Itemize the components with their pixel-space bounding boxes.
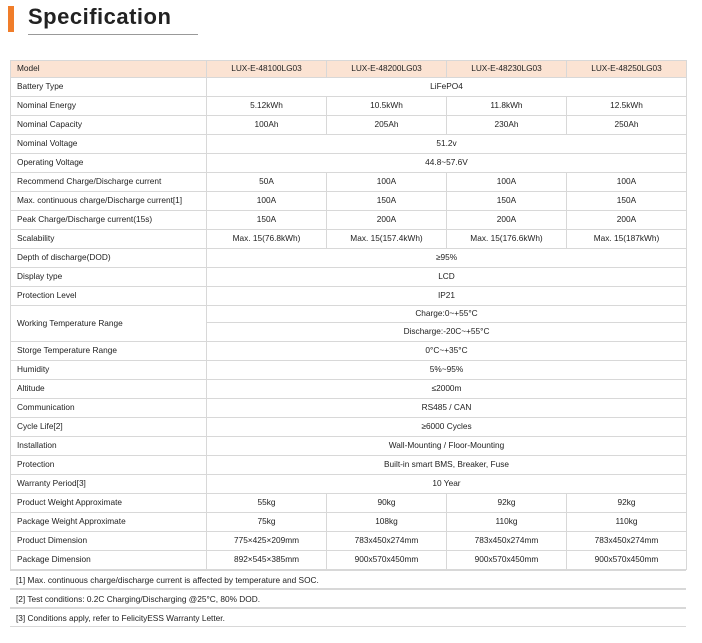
value-cell: ≤2000m xyxy=(207,380,687,399)
table-row xyxy=(11,135,687,154)
value-cell: 892×545×385mm xyxy=(207,551,327,570)
value-cell: 150A xyxy=(447,192,567,211)
value-cell: Max. 15(176.6kWh) xyxy=(447,230,567,249)
value-cell: 10.5kWh xyxy=(327,97,447,116)
footnote: [3] Conditions apply, refer to FelicityESS Warranty Letter. xyxy=(10,608,686,627)
value-cell: 100A xyxy=(207,192,327,211)
header-label-cell: Model xyxy=(11,61,207,78)
value-cell: Max. 15(187kWh) xyxy=(567,230,687,249)
value-cell: 783x450x274mm xyxy=(447,532,567,551)
value-cell: 775×425×209mm xyxy=(207,532,327,551)
heading-accent-bar xyxy=(8,6,14,32)
row-label-cell: Nominal Voltage xyxy=(11,135,207,154)
page-title: Specification xyxy=(28,4,172,29)
value-cell: 200A xyxy=(567,211,687,230)
value-cell: 11.8kWh xyxy=(447,97,567,116)
value-cell: Max. 15(76.8kWh) xyxy=(207,230,327,249)
table-row xyxy=(11,418,687,437)
model-header-cell: LUX-E-48250LG03 xyxy=(567,61,687,78)
value-cell: 110kg xyxy=(567,513,687,532)
value-cell: 150A xyxy=(327,192,447,211)
table-row xyxy=(11,97,687,116)
table-row xyxy=(11,513,687,532)
table-row xyxy=(11,475,687,494)
value-cell: 230Ah xyxy=(447,116,567,135)
row-label-cell: Working Temperature Range xyxy=(11,306,207,342)
table-row xyxy=(11,380,687,399)
model-header-cell: LUX-E-48230LG03 xyxy=(447,61,567,78)
value-cell: 44.8~57.6V xyxy=(207,154,687,173)
row-label-cell: Protection Level xyxy=(11,287,207,306)
row-label-cell: Operating Voltage xyxy=(11,154,207,173)
model-header-cell: LUX-E-48200LG03 xyxy=(327,61,447,78)
value-cell: 108kg xyxy=(327,513,447,532)
table-row xyxy=(11,249,687,268)
row-label-cell: Cycle Life[2] xyxy=(11,418,207,437)
value-cell: 100A xyxy=(327,173,447,192)
table-row xyxy=(11,211,687,230)
table-row xyxy=(11,287,687,306)
value-cell: 900x570x450mm xyxy=(327,551,447,570)
value-cell: 0°C~+35°C xyxy=(207,342,687,361)
row-label-cell: Depth of discharge(DOD) xyxy=(11,249,207,268)
row-label-cell: Scalability xyxy=(11,230,207,249)
value-cell: 100Ah xyxy=(207,116,327,135)
row-label-cell: Protection xyxy=(11,456,207,475)
heading-underline xyxy=(28,34,198,35)
value-cell: 110kg xyxy=(447,513,567,532)
value-cell: 75kg xyxy=(207,513,327,532)
value-cell: Built-in smart BMS, Breaker, Fuse xyxy=(207,456,687,475)
row-label-cell: Product Dimension xyxy=(11,532,207,551)
table-row xyxy=(11,342,687,361)
footnote: [2] Test conditions: 0.2C Charging/Discharging @25°C, 80% DOD. xyxy=(10,589,686,608)
row-label-cell: Display type xyxy=(11,268,207,287)
value-cell: Wall-Mounting / Floor-Mounting xyxy=(207,437,687,456)
section-heading xyxy=(8,6,190,32)
table-row xyxy=(11,361,687,380)
table-row xyxy=(11,116,687,135)
value-cell: 900x570x450mm xyxy=(567,551,687,570)
table-row xyxy=(11,192,687,211)
row-label-cell: Peak Charge/Discharge current(15s) xyxy=(11,211,207,230)
table-row xyxy=(11,306,687,323)
value-cell: ≥95% xyxy=(207,249,687,268)
value-cell: 100A xyxy=(567,173,687,192)
row-label-cell: Recommend Charge/Discharge current xyxy=(11,173,207,192)
value-cell: LCD xyxy=(207,268,687,287)
specification-table xyxy=(10,60,687,570)
value-cell: IP21 xyxy=(207,287,687,306)
value-cell: 783x450x274mm xyxy=(327,532,447,551)
value-cell: RS485 / CAN xyxy=(207,399,687,418)
row-label-cell: Product Weight Approximate xyxy=(11,494,207,513)
table-header-row xyxy=(11,61,687,78)
row-label-cell: Storge Temperature Range xyxy=(11,342,207,361)
value-cell: 55kg xyxy=(207,494,327,513)
value-cell: 150A xyxy=(207,211,327,230)
value-cell: 51.2v xyxy=(207,135,687,154)
table-row xyxy=(11,551,687,570)
table-row xyxy=(11,399,687,418)
value-cell: 50A xyxy=(207,173,327,192)
table-row xyxy=(11,154,687,173)
value-cell: 90kg xyxy=(327,494,447,513)
footnote: [1] Max. continuous charge/discharge current is affected by temperature and SOC. xyxy=(10,570,686,589)
row-label-cell: Max. continuous charge/Discharge current[1] xyxy=(11,192,207,211)
value-cell: 5%~95% xyxy=(207,361,687,380)
row-label-cell: Communication xyxy=(11,399,207,418)
model-header-cell: LUX-E-48100LG03 xyxy=(207,61,327,78)
value-cell: 150A xyxy=(567,192,687,211)
row-label-cell: Package Dimension xyxy=(11,551,207,570)
row-label-cell: Warranty Period[3] xyxy=(11,475,207,494)
value-cell: ≥6000 Cycles xyxy=(207,418,687,437)
value-cell: Charge:0~+55°C xyxy=(207,306,687,323)
value-cell: 200A xyxy=(327,211,447,230)
row-label-cell: Altitude xyxy=(11,380,207,399)
table-row xyxy=(11,268,687,287)
table-row xyxy=(11,173,687,192)
specification-table-body xyxy=(11,61,687,570)
value-cell: 92kg xyxy=(447,494,567,513)
table-row xyxy=(11,230,687,249)
value-cell: 250Ah xyxy=(567,116,687,135)
value-cell: Discharge:-20C~+55°C xyxy=(207,323,687,342)
row-label-cell: Nominal Energy xyxy=(11,97,207,116)
value-cell: 200A xyxy=(447,211,567,230)
table-row xyxy=(11,78,687,97)
table-row xyxy=(11,437,687,456)
value-cell: 100A xyxy=(447,173,567,192)
value-cell: 92kg xyxy=(567,494,687,513)
value-cell: 205Ah xyxy=(327,116,447,135)
value-cell: 783x450x274mm xyxy=(567,532,687,551)
row-label-cell: Package Weight Approximate xyxy=(11,513,207,532)
row-label-cell: Nominal Capacity xyxy=(11,116,207,135)
value-cell: 900x570x450mm xyxy=(447,551,567,570)
row-label-cell: Humidity xyxy=(11,361,207,380)
table-row xyxy=(11,494,687,513)
value-cell: 10 Year xyxy=(207,475,687,494)
value-cell: Max. 15(157.4kWh) xyxy=(327,230,447,249)
row-label-cell: Battery Type xyxy=(11,78,207,97)
row-label-cell: Installation xyxy=(11,437,207,456)
value-cell: 5.12kWh xyxy=(207,97,327,116)
value-cell: 12.5kWh xyxy=(567,97,687,116)
value-cell: LiFePO4 xyxy=(207,78,687,97)
table-row xyxy=(11,532,687,551)
table-row xyxy=(11,456,687,475)
